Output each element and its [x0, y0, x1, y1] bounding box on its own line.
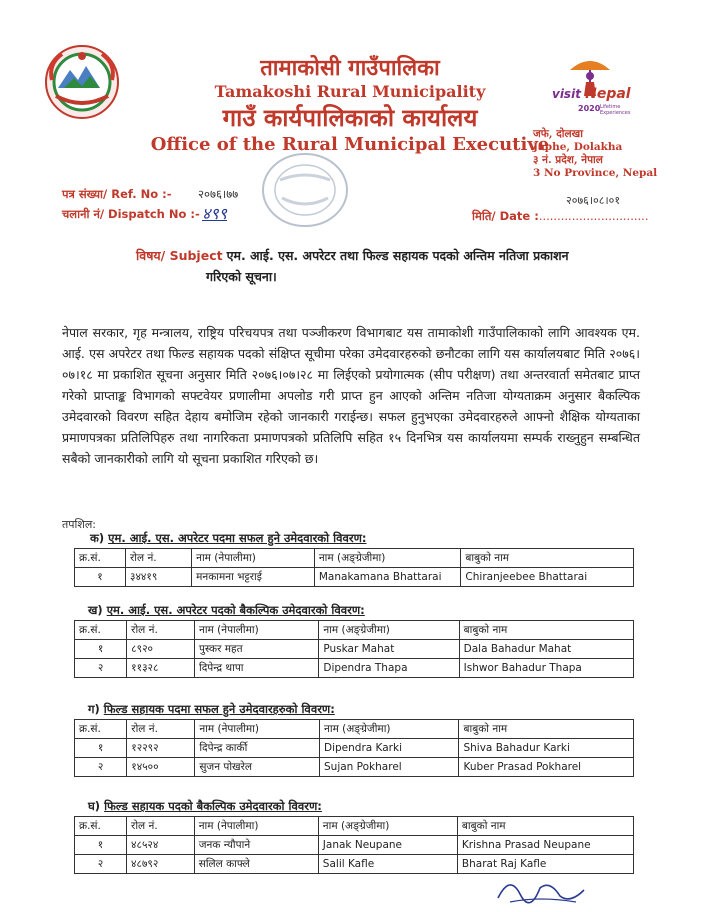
table-cell: १ — [75, 568, 126, 587]
table-cell: १ — [75, 836, 127, 855]
table-row — [75, 739, 634, 758]
section-title-text: एम. आई. एस. अपरेटर पदको बैकल्पिक उमेदवारको विवरण: — [106, 603, 365, 617]
table-cell: २ — [75, 758, 127, 777]
table-header-cell: बाबुको नाम — [459, 621, 633, 640]
table-header-cell: रोल नं. — [127, 621, 195, 640]
table-header-cell: बाबुको नाम — [457, 817, 633, 836]
table-cell: २ — [75, 855, 127, 874]
table-row — [75, 836, 634, 855]
table-cell: १४५०० — [127, 758, 195, 777]
table-cell: Manakamana Bhattarai — [314, 568, 461, 587]
table-cell: ३४४१९ — [126, 568, 192, 587]
date-dots: .............................. — [538, 209, 649, 223]
table-cell: ४८७९२ — [127, 855, 195, 874]
logo-sub-text: Lifetime Experiences — [600, 104, 631, 116]
table-cell: Dala Bahadur Mahat — [459, 640, 633, 659]
table-cell: ८९२० — [127, 640, 195, 659]
table-header-row — [75, 549, 634, 568]
table-header-cell: क्र.सं. — [75, 817, 127, 836]
table-cell: Salil Kafle — [318, 855, 457, 874]
header-title-en: Tamakoshi Rural Municipality — [214, 82, 486, 101]
table-cell: दिपेन्द्र थापा — [195, 659, 319, 678]
visit-nepal-logo — [530, 52, 650, 124]
section-marker: ग) — [88, 702, 100, 716]
results-table — [74, 620, 634, 678]
section-title-text: फिल्ड सहायक पदको बैकल्पिक उमेदवारको विवरण: — [104, 799, 322, 813]
results-table — [74, 548, 634, 587]
table-header-cell: क्र.सं. — [75, 549, 126, 568]
table-header-cell: नाम (अङ्ग्रेजीमा) — [320, 720, 459, 739]
address-line: Japhe, Dolakha — [533, 141, 623, 153]
table-cell: १ — [75, 739, 127, 758]
table-cell: Janak Neupane — [318, 836, 457, 855]
table-cell: ४८५२४ — [127, 836, 195, 855]
table-cell: Ishwor Bahadur Thapa — [459, 659, 633, 678]
table-header-cell: नाम (नेपालीमा) — [195, 621, 319, 640]
header-title-ne: तामाकोसी गाउँपालिका — [260, 56, 440, 81]
office-title-ne: गाउँ कार्यपालिकाको कार्यालय — [222, 104, 478, 132]
table-header-cell: बाबुको नाम — [459, 720, 634, 739]
table-header-cell: नाम (नेपालीमा) — [195, 720, 320, 739]
section-1 — [74, 531, 634, 587]
table-header-cell: क्र.सं. — [75, 720, 127, 739]
table-header-cell: नाम (अङ्ग्रेजीमा) — [314, 549, 461, 568]
subject-block — [136, 245, 656, 287]
table-header-cell: नाम (अङ्ग्रेजीमा) — [318, 817, 457, 836]
table-cell: जनक न्यौपाने — [194, 836, 318, 855]
results-table — [74, 816, 634, 874]
section-marker: क) — [90, 531, 105, 545]
table-cell: Chiranjeebee Bhattarai — [461, 568, 634, 587]
date-line — [472, 209, 648, 224]
details-label: तपशिल: — [62, 518, 97, 531]
address-block — [533, 128, 683, 180]
logo-year-text: 2020 — [578, 104, 601, 113]
body-paragraph: नेपाल सरकार, गृह मन्त्रालय, राष्ट्रिय परिचयपत्र तथा पञ्जीकरण विभागबाट यस तामाकोशी गाउँपालिकाको लागि आवश्यक एम. आई. एस अपरेटर तथा फिल्ड सहायक पदको संक्षिप्त सूचीमा परेका उमेदवारहरुको छनौटका लागि यस कार्यालयबाट मिति २०७६।०७।१८ मा प्रकाशित सूचना अनुसार मिति २०७६।०७।२८ मा लिईएको प्रयोगात्मक (सीप परीक्षण) तथा अन्तरवार्ता समेतबाट प्राप्त गरेको प्राप्ताङ्क विभागको सफ्टवेयर प्रणालीमा अपलोड गरी प्राप्त हुन आएको अन्तिम नतिजा योग्यताक्रम अनुसार बैकल्पिक उमेदवारको विवरण सहित देहाय बमोजिम रहेको जानकारी गराईन्छ। सफल हुनुभएका उमेदवारहरुले आफ्नो शैक्षिक योग्यताका प्रमाणपत्रका प्रतिलिपिहरु तथा नागरिकता प्रमाणपत्रको प्रतिलिपि सहित १५ दिनभित्र यस कार्यालयमा सम्पर्क राख्नुहुन सम्बन्धित सबैको जानकारीको लागि यो सूचना प्रकाशित गरिएको छ। — [62, 325, 640, 466]
section-marker: ख) — [88, 603, 103, 617]
table-row — [75, 659, 634, 678]
address-line: जफे, दोलखा — [533, 128, 583, 140]
table-header-cell: रोल नं. — [127, 817, 195, 836]
ref-label: पत्र संख्या/ Ref. No :- — [62, 187, 172, 201]
section-4 — [74, 799, 634, 874]
table-header-cell: रोल नं. — [126, 549, 192, 568]
section-3 — [74, 702, 634, 777]
section-title-text: एम. आई. एस. अपरेटर पदमा सफल हुने उमेदवारको विवरण: — [108, 531, 367, 545]
results-sections — [74, 531, 634, 874]
table-cell: Krishna Prasad Neupane — [457, 836, 633, 855]
table-header-cell: रोल नं. — [127, 720, 195, 739]
dispatch-label: चलानी नं/ Dispatch No :- — [62, 207, 200, 221]
office-title-en: Office of the Rural Municipal Executive — [150, 134, 550, 155]
table-cell: पुस्कर महत — [195, 640, 319, 659]
section-2 — [74, 603, 634, 678]
table-header-row — [75, 817, 634, 836]
table-cell: Shiva Bahadur Karki — [459, 739, 634, 758]
results-table — [74, 719, 634, 777]
address-line: ३ नं. प्रदेश, नेपाल — [533, 154, 603, 166]
table-header-cell: नाम (नेपालीमा) — [192, 549, 315, 568]
table-header-cell: नाम (अङ्ग्रेजीमा) — [319, 621, 459, 640]
table-cell: मनकामना भट्टराई — [192, 568, 315, 587]
address-line: 3 No Province, Nepal — [533, 167, 658, 179]
table-header-cell: बाबुको नाम — [461, 549, 634, 568]
section-title — [88, 603, 634, 618]
table-cell: २ — [75, 659, 127, 678]
office-stamp-icon — [260, 150, 350, 230]
table-cell: ११३२८ — [127, 659, 195, 678]
government-emblem-icon — [44, 44, 120, 120]
date-label: मिति/ Date : — [472, 209, 539, 223]
table-cell: सलिल काफ्ले — [194, 855, 318, 874]
date-value: २०७६।०८।०१ — [566, 194, 621, 207]
table-header-row — [75, 621, 634, 640]
table-row — [75, 568, 634, 587]
dispatch-value: ४९९ — [202, 204, 227, 223]
logo-visit-text: visit — [552, 87, 581, 101]
subject-line-1: एम. आई. एस. अपरेटर तथा फिल्ड सहायक पदको अन्तिम नतिजा प्रकाशन — [226, 248, 569, 263]
section-title — [88, 702, 634, 717]
table-row — [75, 640, 634, 659]
table-header-row — [75, 720, 634, 739]
signature-icon — [490, 870, 590, 908]
logo-nepal-text: Nepal — [585, 86, 631, 102]
table-cell: Sujan Pokharel — [320, 758, 459, 777]
table-cell: १२२९२ — [127, 739, 195, 758]
table-cell: Dipendra Thapa — [319, 659, 459, 678]
section-marker: घ) — [88, 799, 101, 813]
table-header-cell: क्र.सं. — [75, 621, 127, 640]
subject-label: विषय/ Subject — [136, 248, 223, 263]
table-header-cell: नाम (नेपालीमा) — [194, 817, 318, 836]
table-cell: Puskar Mahat — [319, 640, 459, 659]
table-cell: दिपेन्द्र कार्की — [195, 739, 320, 758]
section-title — [90, 531, 634, 546]
table-cell: १ — [75, 640, 127, 659]
table-cell: सुजन पोखरेल — [195, 758, 320, 777]
subject-line-2: गरिएको सूचना। — [206, 269, 277, 284]
section-title — [88, 799, 634, 814]
ref-value: २०७६।७७ — [198, 187, 239, 201]
section-title-text: फिल्ड सहायक पदमा सफल हुने उमेदवारहरुको विवरण: — [103, 702, 335, 716]
table-cell: Bharat Raj Kafle — [457, 855, 633, 874]
table-row — [75, 758, 634, 777]
table-cell: Kuber Prasad Pokharel — [459, 758, 634, 777]
table-cell: Dipendra Karki — [320, 739, 459, 758]
